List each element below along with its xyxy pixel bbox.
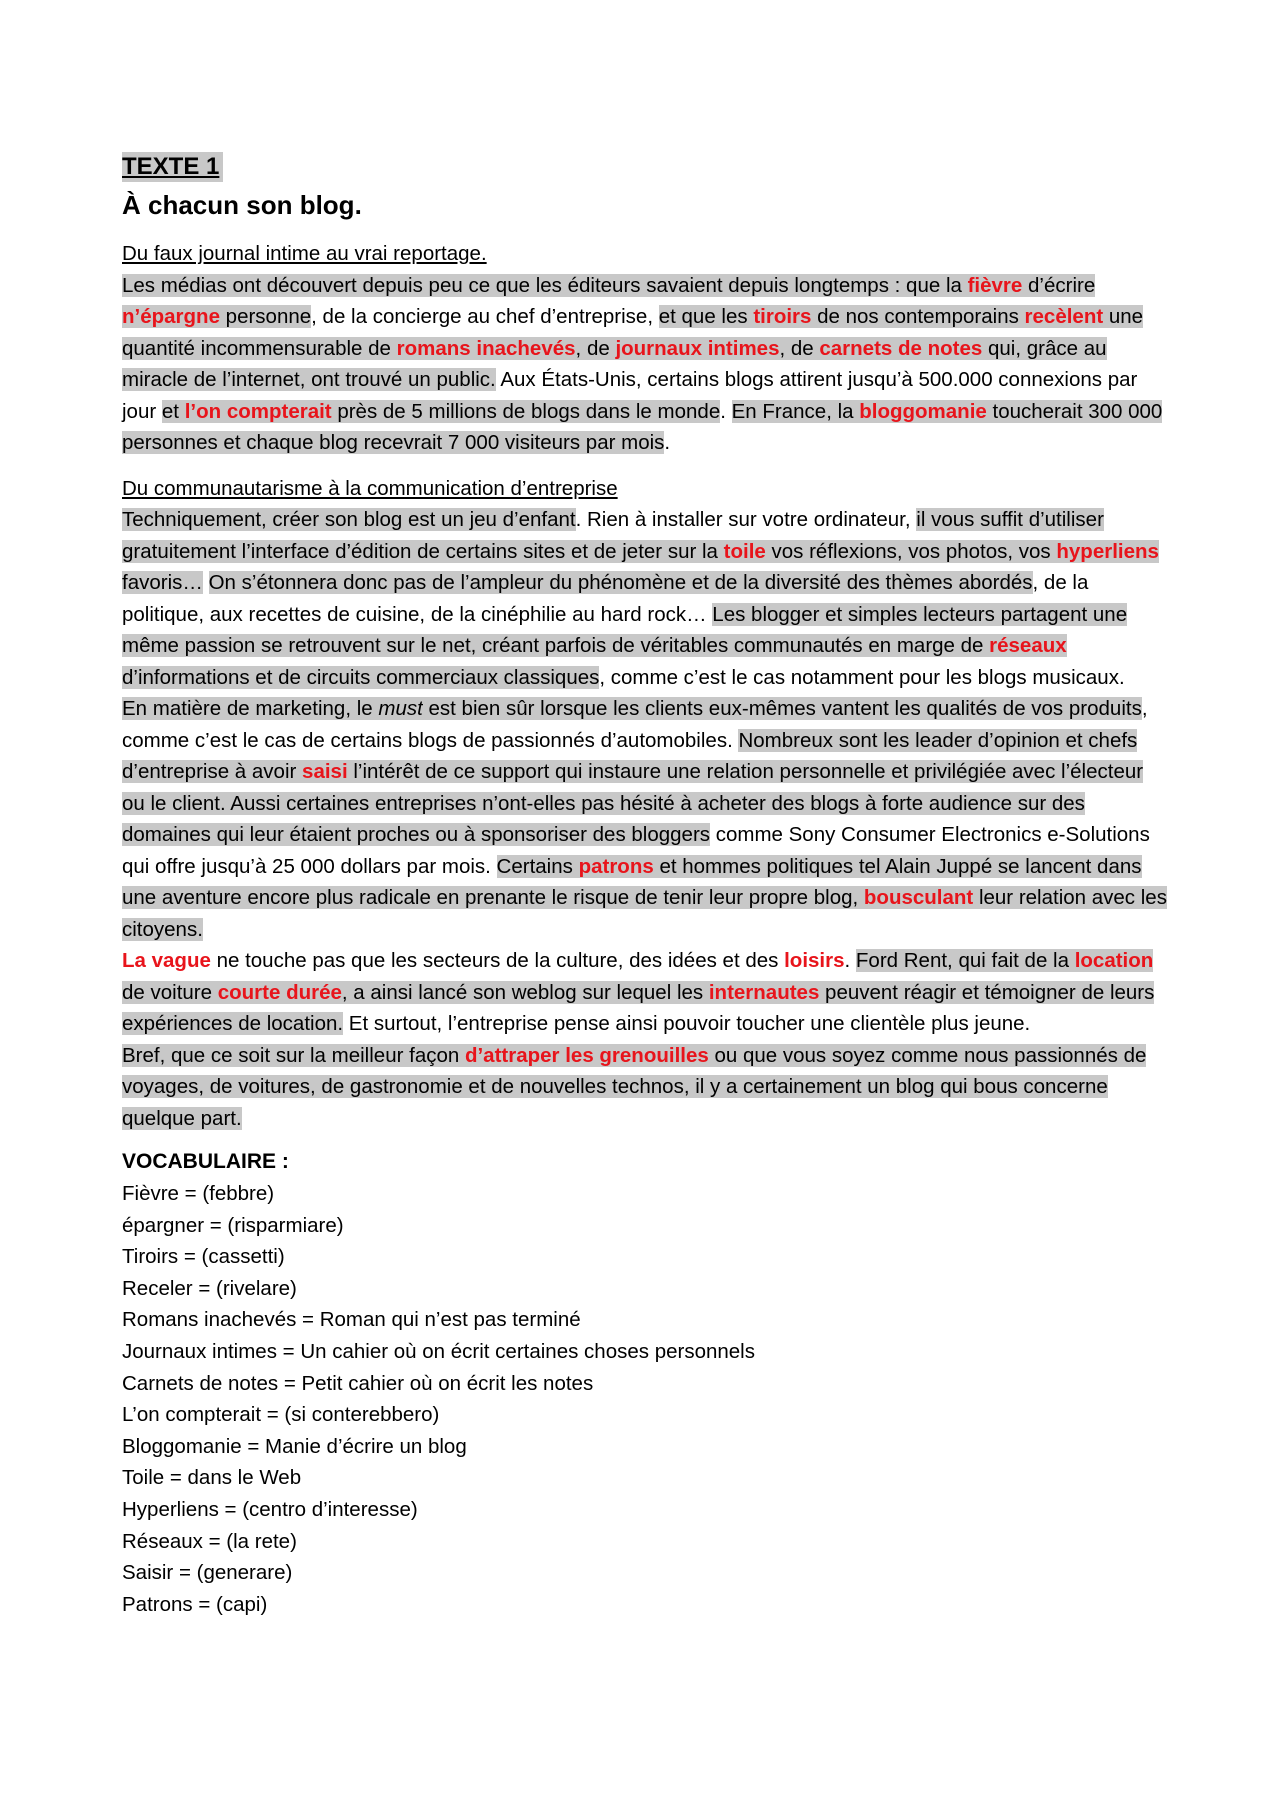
highlighted-text: vos réflexions, vos photos, vos [765, 539, 1057, 563]
highlighted-text: l’intérêt de ce support qui instaure une relation personnelle et privilégiée avec l’électeur ou le client. Aussi certaines entreprises n’ont-elles pas hésité à acheter des blogs à forte audience sur des domaines qui leur étaient proches ou à sponsoriser des bloggers [122, 760, 1144, 846]
text-segment: , de la concierge au chef d’entreprise, [311, 305, 659, 328]
keyword-term: n’épargne [122, 305, 220, 328]
keyword-term: recèlent [1024, 305, 1104, 328]
highlighted-text: une quantité incommensurable de [122, 305, 1144, 360]
text-segment: Aux États-Unis, certains blogs attirent jusqu’à 500.000 connexions par jour [122, 368, 1138, 423]
text-segment: , comme c’est le cas notamment pour les blogs musicaux. [599, 665, 1125, 689]
document-body [122, 152, 1167, 1620]
highlighted-text: personne [219, 305, 312, 328]
vocabulary-heading: VOCABULAIRE : [122, 1150, 289, 1173]
vocab-item: épargner = (risparmiare) [122, 1213, 344, 1237]
keyword-term: bloggomanie [859, 399, 987, 423]
highlighted-text: Certains [496, 854, 579, 878]
vocab-item: Bloggomanie = Manie d’écrire un blog [122, 1434, 467, 1458]
highlighted-text: Techniquement, créer son blog est un jeu d’enfant [122, 508, 576, 531]
highlighted-text: il vous suffit d’utiliser gratuitement l’interface d’édition de certains sites et de jeter sur la [122, 508, 1104, 563]
text-segment: . [664, 431, 671, 454]
vocab-item: Hyperliens = (centro d’interesse) [122, 1497, 418, 1521]
highlighted-text: Les médias ont découvert depuis peu ce que les éditeurs savaient depuis longtemps : que la [122, 273, 968, 297]
vocab-item: Romans inachevés = Roman qui n’est pas terminé [122, 1308, 581, 1332]
text-segment [203, 571, 209, 594]
keyword-term: carnets de notes [819, 336, 983, 360]
vocab-item: Réseaux = (la rete) [122, 1529, 297, 1553]
highlighted-text: toucherait 300 000 personnes et chaque blog recevrait 7 000 visiteurs par mois [122, 399, 1163, 454]
highlighted-text: et que les [658, 305, 754, 328]
keyword-term: romans inachevés [396, 336, 576, 360]
document-title: À chacun son blog. [122, 190, 362, 220]
section-gap [122, 459, 1167, 473]
highlighted-text: En France, la [731, 399, 860, 423]
keyword-term: journaux intimes [615, 336, 780, 360]
highlighted-text: Nombreux sont les leader d’opinion et chefs d’entreprise à avoir [122, 728, 1138, 783]
highlighted-text: d’informations et de circuits commerciaux classiques [122, 665, 600, 689]
highlighted-text: En matière de marketing, le [122, 697, 379, 720]
highlighted-text: Les blogger et simples lecteurs partagent une même passion se retrouvent sur le net, créant parfois de véritables communautés en marge de [122, 602, 1128, 657]
highlighted-text: est bien sûr lorsque les clients eux-mêmes vantent les qualités de vos produits [422, 697, 1142, 720]
paragraph [122, 504, 1167, 693]
text-segment: , de la politique, aux recettes de cuisine, de la cinéphilie au hard rock… [122, 571, 1089, 626]
keyword-term: internautes [708, 980, 820, 1004]
text-segment: . [720, 399, 732, 423]
section-heading: Du faux journal intime au vrai reportage. [122, 242, 487, 265]
vocab-item: Fièvre = (febbre) [122, 1182, 275, 1205]
highlighted-text: leur relation avec les citoyens. [122, 886, 1167, 941]
vocab-item: Toile = dans le Web [122, 1466, 302, 1490]
section-heading: Du communautarisme à la communication d’entreprise [122, 476, 618, 500]
highlighted-text: , a ainsi lancé son weblog sur lequel les [341, 980, 709, 1004]
highlighted-text: must [378, 697, 423, 720]
text-segment: comme Sony Consumer Electronics e-Solutions qui offre jusqu’à 25 000 dollars par mois. [122, 823, 1150, 878]
keyword-term: tiroirs [753, 305, 812, 328]
keyword-term: fièvre [967, 273, 1023, 297]
text-segment: . [844, 949, 856, 972]
vocab-item: Saisir = (generare) [122, 1561, 293, 1585]
vocabulary-list [122, 1178, 1167, 1620]
paragraph [122, 1040, 1167, 1135]
text-segment: . Rien à installer sur votre ordinateur, [575, 508, 917, 531]
highlighted-text: de nos contemporains [811, 305, 1025, 328]
highlighted-text: Bref, que ce soit sur la meilleur façon [122, 1043, 465, 1067]
keyword-term: d’attraper les grenouilles [464, 1043, 709, 1067]
highlighted-text: favoris… [122, 571, 203, 594]
keyword-term: La vague [122, 949, 211, 972]
keyword-term: saisi [302, 760, 348, 783]
highlighted-text: et hommes politiques tel Alain Juppé se lancent dans une aventure encore plus radicale en prenante le risque de tenir leur propre blog, [122, 854, 1142, 909]
keyword-term: patrons [578, 854, 654, 878]
paragraph [122, 693, 1167, 945]
highlighted-text: , de [575, 336, 616, 360]
highlighted-text: d’écrire [1022, 273, 1096, 297]
paragraph [122, 945, 1167, 1040]
paragraph [122, 270, 1167, 459]
vocab-item: Patrons = (capi) [122, 1592, 268, 1616]
keyword-term: courte durée [217, 980, 342, 1004]
highlighted-text: et [161, 399, 185, 423]
section-2 [122, 473, 1167, 1135]
text-segment: ne touche pas que les secteurs de la culture, des idées et des [210, 949, 785, 972]
vocab-item: Journaux intimes = Un cahier où on écrit certaines choses personnels [122, 1339, 755, 1363]
vocab-item: Tiroirs = (cassetti) [122, 1245, 285, 1269]
text-segment: Et surtout, l’entreprise pense ainsi pouvoir toucher une clientèle plus jeune. [343, 1012, 1031, 1035]
keyword-term: bousculant [863, 886, 974, 909]
highlighted-text: On s’étonnera donc pas de l’ampleur du phénomène et de la diversité des thèmes abordés [208, 571, 1033, 594]
keyword-term: l’on compterait [184, 399, 332, 423]
text-label: TEXTE 1 [122, 152, 223, 182]
keyword-term: toile [723, 539, 766, 563]
vocab-item: L’on compterait = (si conterebbero) [122, 1403, 440, 1427]
section-1 [122, 238, 1167, 459]
highlighted-text: près de 5 millions de blogs dans le monde [331, 399, 721, 423]
keyword-term: réseaux [989, 634, 1067, 657]
keyword-term: hyperliens [1056, 539, 1159, 563]
highlighted-text: Ford Rent, qui fait de la [855, 949, 1075, 972]
text-segment: , comme c’est le cas de certains blogs de passionnés d’automobiles. [122, 697, 1148, 752]
highlighted-text: , de [779, 336, 820, 360]
keyword-term: location [1074, 949, 1154, 972]
highlighted-text: de voiture [122, 980, 218, 1004]
vocab-item: Receler = (rivelare) [122, 1276, 297, 1300]
highlighted-text: peuvent réagir et témoigner de leurs expériences de location. [122, 980, 1155, 1035]
highlighted-text: qui, grâce au miracle de l’internet, ont trouvé un public. [122, 336, 1107, 391]
keyword-term: loisirs [784, 949, 845, 972]
vocab-item: Carnets de notes = Petit cahier où on écrit les notes [122, 1371, 594, 1395]
highlighted-text: ou que vous soyez comme nous passionnés de voyages, de voitures, de gastronomie et de nouvelles technos, il y a certainement un blog qui bous concerne quelque part. [122, 1043, 1147, 1130]
